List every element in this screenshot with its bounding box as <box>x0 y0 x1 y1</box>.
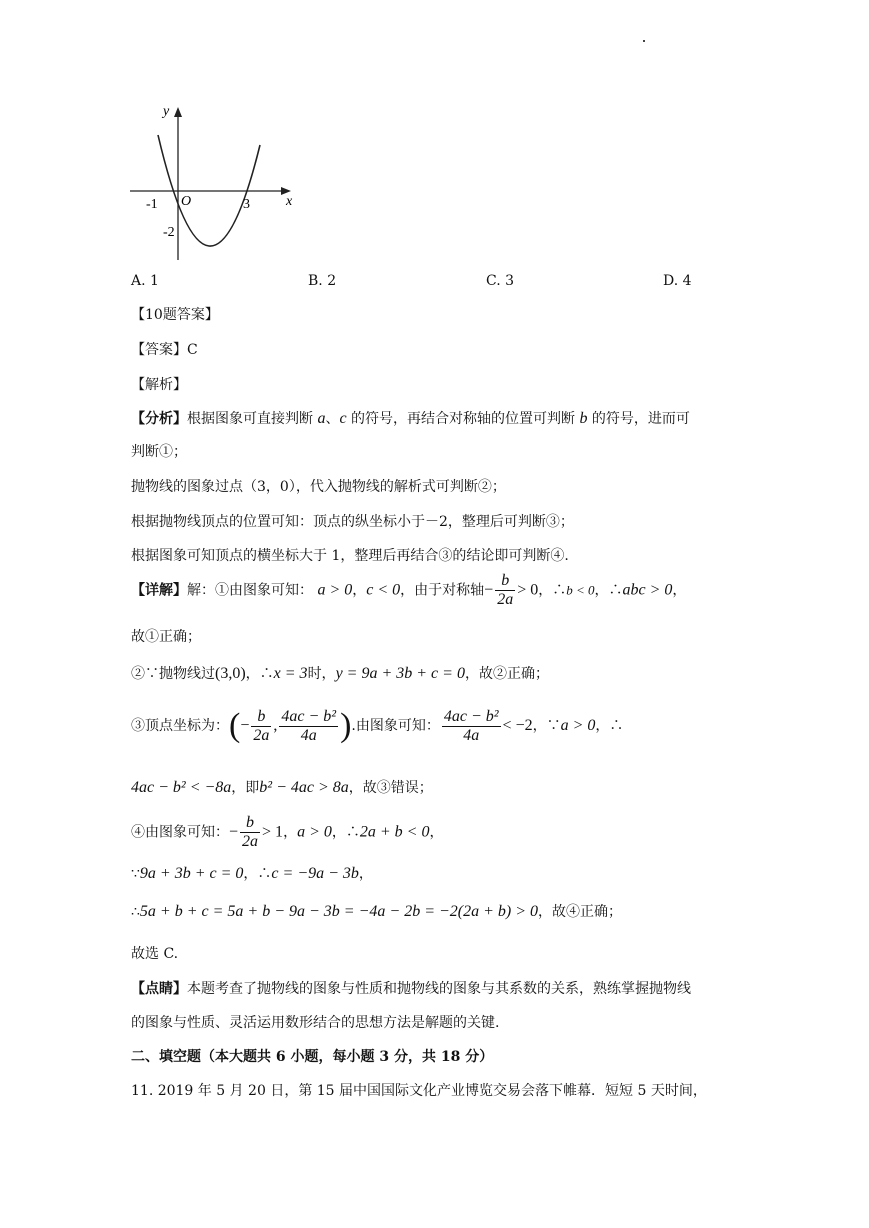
dianjing-line-1: 【点睛】本题考查了抛物线的图象与性质和抛物线的图象与其系数的关系，熟练掌握抛物线 <box>131 981 691 997</box>
parabola-graph <box>125 100 305 262</box>
option-d: D. 4 <box>663 273 692 289</box>
detail-label: 【详解】 <box>131 582 187 599</box>
fraction-vertex-y: $\frac{\text{4ac − b²}}{4a}$ <box>281 707 337 744</box>
step-6-line: ∴5a + b + c = 5a + b − 9a − 3b = −4a − 2b = −2(2a + b) > 0，故④正确； <box>131 903 623 920</box>
dianjing-label: 【点睛】 <box>131 981 187 997</box>
step-5-line: ∵9a + 3b + c = 0，∴c = −9a − 3b， <box>131 865 373 882</box>
x-axis-label: x <box>286 194 293 209</box>
answer-header: 【10题答案】 <box>131 307 219 323</box>
step-3-line: ③顶点坐标为：(− $\frac{b}{2a}$ , $\frac{\text{4ac − b²}}{4a}$ ).由图象可知： $\frac{\text{4ac − b²}}{4a}$ < −2，∵a > 0，∴ <box>131 707 624 744</box>
parabola-point-line: 抛物线的图象过点（3，0），代入抛物线的解析式可判断②； <box>131 479 506 495</box>
vertex-x-line: 根据图象可知顶点的横坐标大于 1，整理后再结合③的结论即可判断④. <box>131 548 569 564</box>
answer-line: 【答案】C <box>131 342 198 358</box>
choose-line: 故选 C. <box>131 946 179 962</box>
vertex-position-line: 根据抛物线顶点的位置可知：顶点的纵坐标小于－2，整理后可判断③； <box>131 514 574 530</box>
option-c: C. 3 <box>486 273 515 289</box>
detail-line-1: 【详解】解：①由图象可知： a > 0，c < 0，由于对称轴− $\frac{b}{2a}$ > 0，∴b < 0，∴abc > 0， <box>131 572 687 608</box>
fraction-vertex-y-compare: $\frac{\text{4ac − b²}}{4a}$ <box>443 707 499 744</box>
step-3b-line: 4ac − b² < −8a，即b² − 4ac > 8a，故③错误； <box>131 779 433 796</box>
origin-label: O <box>181 194 192 209</box>
page-dot <box>643 40 645 42</box>
fraction-b-over-2a-vertex: $\frac{b}{2a}$ <box>253 707 270 744</box>
y-axis-label: y <box>163 104 170 119</box>
section-2-heading: 二、填空题（本大题共 6 小题，每小题 3 分，共 18 分） <box>131 1049 494 1065</box>
fraction-b-over-2a-step4: $\frac{b}{2a}$ <box>242 814 259 850</box>
fenxi-line-2: 判断①； <box>131 444 187 460</box>
fenxi-line-1: 【分析】根据图象可直接判断 a、c 的符号，再结合对称轴的位置可判断 b 的符号，进而可 <box>131 410 690 427</box>
analysis-header: 【解析】 <box>131 377 187 393</box>
fraction-b-over-2a: $\frac{b}{2a}$ <box>497 572 514 608</box>
dianjing-line-2: 的图象与性质、灵活运用数形结合的思想方法是解题的关键. <box>131 1015 500 1031</box>
tick-label-neg1: -1 <box>146 197 158 212</box>
question-11-text: 11. 2019 年 5 月 20 日，第 15 届中国国际文化产业博览交易会落下帷幕．短短 5 天时间， <box>131 1083 707 1099</box>
detail-line-2: 故①正确； <box>131 629 201 645</box>
fenxi-label: 【分析】 <box>131 411 187 427</box>
step-2-line: ②∵抛物线过(3,0)，∴x = 3时，y = 9a + 3b + c = 0，故②正确； <box>131 665 549 682</box>
step-4-line: ④由图象可知：− $\frac{b}{2a}$ > 1，a > 0，∴2a + b < 0， <box>131 814 444 850</box>
option-b: B. 2 <box>308 273 337 289</box>
option-a: A. 1 <box>131 273 159 289</box>
tick-label-3: 3 <box>243 197 250 212</box>
tick-label-neg2: -2 <box>163 225 175 240</box>
